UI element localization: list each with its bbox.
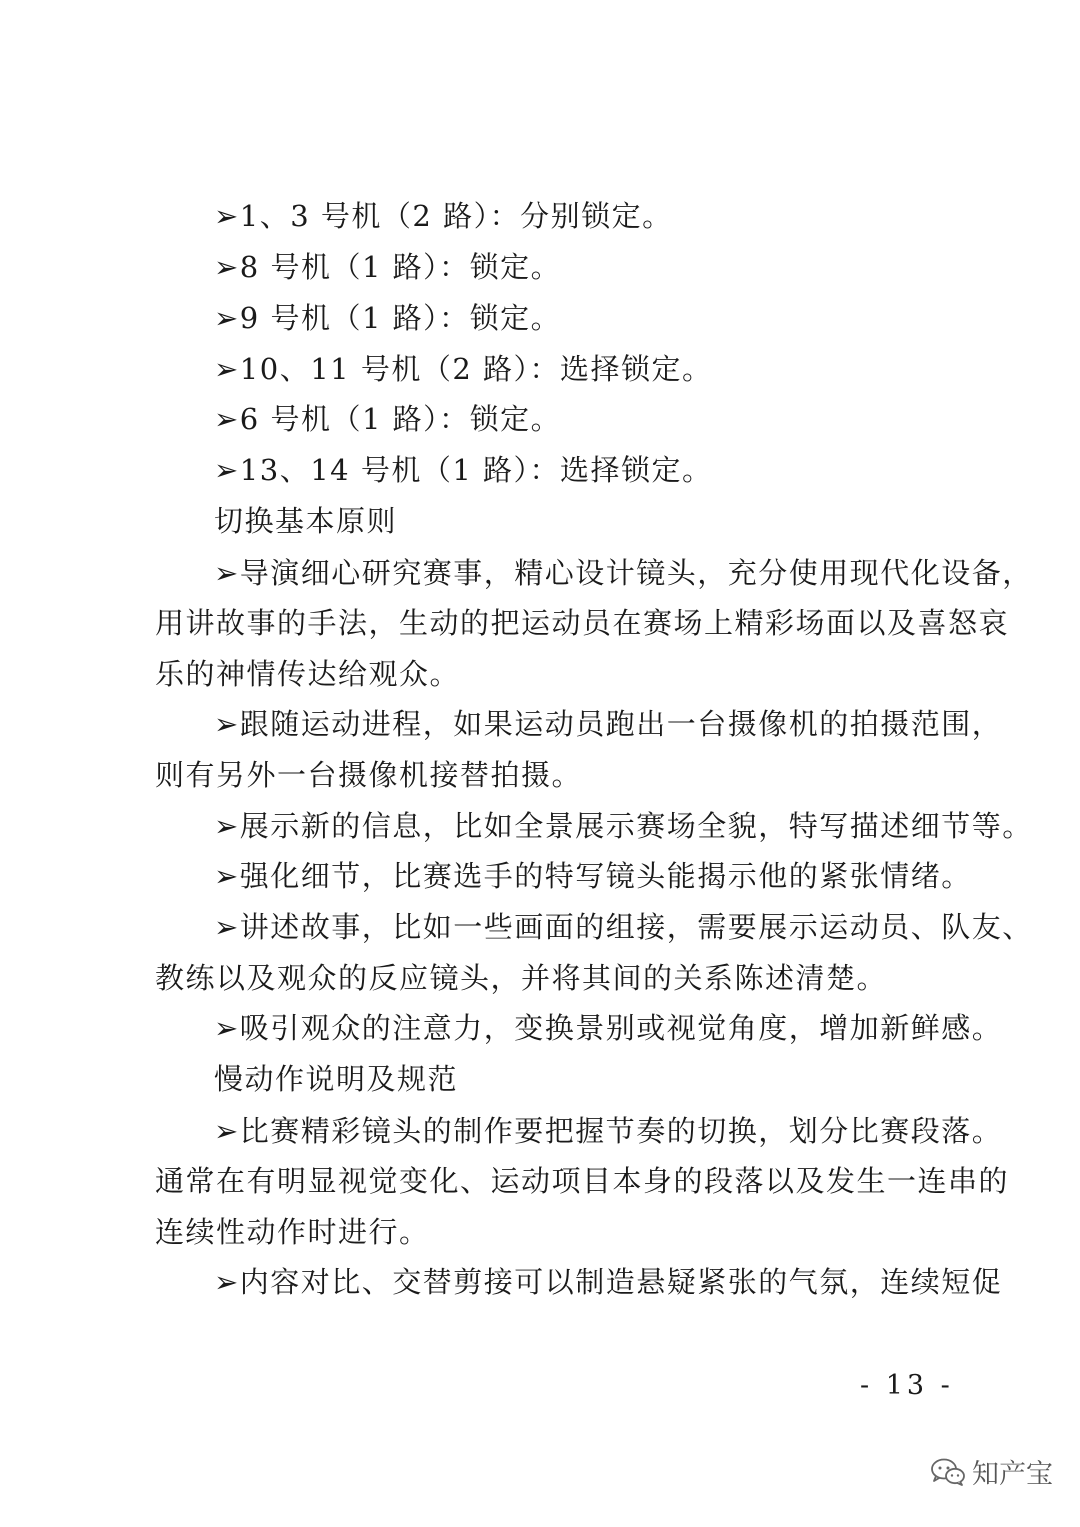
- wechat-icon: [930, 1457, 966, 1487]
- watermark: [930, 1452, 1053, 1491]
- page-number: - 13 -: [860, 1370, 954, 1401]
- text-line: ➢1、3 号机（2 路）：分别锁定。: [214, 199, 673, 233]
- text-line: ➢10、11 号机（2 路）：选择锁定。: [214, 352, 713, 386]
- text-line: ➢讲述故事，比如一些画面的组接，需要展示运动员、队友、: [214, 910, 1033, 944]
- text-line: 乐的神情传达给观众。: [155, 657, 461, 691]
- text-line: 教练以及观众的反应镜头，并将其间的关系陈述清楚。: [155, 961, 888, 995]
- text-line: 则有另外一台摄像机接替拍摄。: [155, 758, 583, 792]
- section-heading: 慢动作说明及规范: [214, 1062, 459, 1096]
- text-line: ➢内容对比、交替剪接可以制造悬疑紧张的气氛，连续短促: [214, 1265, 1003, 1299]
- text-line: ➢展示新的信息，比如全景展示赛场全貌，特写描述细节等。: [214, 809, 1033, 843]
- text-line: 通常在有明显视觉变化、运动项目本身的段落以及发生一连串的: [155, 1164, 1010, 1198]
- text-line: ➢跟随运动进程，如果运动员跑出一台摄像机的拍摄范围，: [214, 707, 1003, 741]
- text-line: ➢强化细节，比赛选手的特写镜头能揭示他的紧张情绪。: [214, 859, 972, 893]
- text-line: ➢9 号机（1 路）：锁定。: [214, 301, 562, 335]
- text-line: ➢13、14 号机（1 路）：选择锁定。: [214, 453, 713, 487]
- watermark-text: 知产宝: [972, 1459, 1053, 1490]
- section-heading: 切换基本原则: [214, 504, 398, 538]
- text-line: ➢6 号机（1 路）：锁定。: [214, 402, 562, 436]
- text-line: ➢吸引观众的注意力，变换景别或视觉角度，增加新鲜感。: [214, 1011, 1003, 1045]
- text-line: ➢8 号机（1 路）：锁定。: [214, 250, 562, 284]
- text-line: 用讲故事的手法，生动的把运动员在赛场上精彩场面以及喜怒哀: [155, 606, 1010, 640]
- text-line: ➢比赛精彩镜头的制作要把握节奏的切换，划分比赛段落。: [214, 1114, 1003, 1148]
- text-line: ➢导演细心研究赛事，精心设计镜头，充分使用现代化设备，: [214, 556, 1033, 590]
- text-line: 连续性动作时进行。: [155, 1215, 430, 1249]
